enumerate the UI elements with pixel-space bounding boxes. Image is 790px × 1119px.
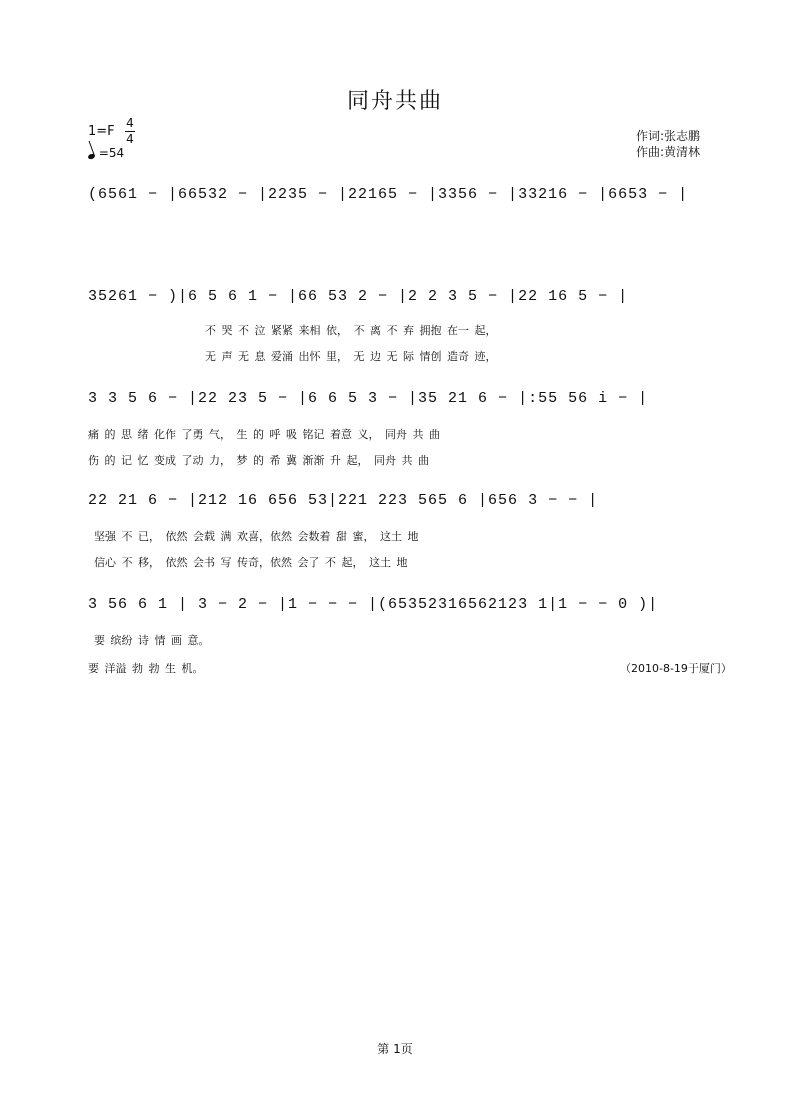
lyric-line-2b: 无 声 无 息 爱涌 出怀 里， 无 边 无 际 情创 造奇 迹， — [205, 350, 497, 363]
notation-system-1: (6561 − |66532 − |2235 − |22165 − |3356 − |33216 − |6653 − | — [88, 186, 689, 203]
notation-system-5: 3 56 6 1 | 3 − 2 − |1 − − − |(65352316562123 1|1 − − 0 )| — [88, 596, 659, 613]
quarter-note-icon — [87, 153, 95, 160]
composition-date: （2010-8-19于厦门） — [620, 662, 732, 675]
notation-system-4: 22 21 6 − |212 16 656 53|221 223 565 6 |656 3 − − | — [88, 492, 599, 509]
tempo-value: =54 — [98, 146, 125, 160]
key-signature: 1=F — [88, 124, 115, 139]
song-title: 同舟共曲 — [346, 89, 443, 114]
credits — [636, 128, 700, 160]
time-signature — [124, 116, 136, 147]
tempo-marking — [88, 146, 124, 160]
lyricist-credit: 作词:张志鹏 — [636, 129, 701, 143]
notation-system-2: 35261 − )|6 5 6 1 − |66 53 2 − |2 2 3 5 − |22 16 5 − | — [88, 288, 629, 305]
lyric-line-4a: 坚强 不 已， 依然 会载 满 欢喜，依然 会数着 甜 蜜， 这土 地 — [94, 530, 419, 543]
page-number: 第 1页 — [377, 1042, 413, 1056]
time-signature-top: 4 — [126, 116, 134, 130]
notation-system-3: 3 3 5 6 − |22 23 5 − |6 6 5 3 − |35 21 6 − |:55 56 i − | — [88, 390, 649, 407]
lyric-line-3a: 痛 的 思 绪 化作 了勇 气， 生 的 呼 吸 铭记 着意 义， 同舟 共 曲 — [88, 428, 440, 441]
lyric-line-5a: 要 缤纷 诗 情 画 意。 — [94, 634, 210, 647]
lyric-line-2a: 不 哭 不 泣 紧紧 来相 依， 不 离 不 弃 拥抱 在一 起， — [205, 324, 497, 337]
composer-credit: 作曲:黄清林 — [636, 145, 701, 159]
lyric-line-5b: 要 洋溢 勃 勃 生 机。 — [88, 662, 204, 675]
lyric-line-3b: 伤 的 记 忆 变成 了动 力， 梦 的 希 冀 渐渐 升 起， 同舟 共 曲 — [88, 454, 429, 467]
time-signature-bottom: 4 — [126, 132, 134, 146]
lyric-line-4b: 信心 不 移， 依然 会书 写 传奇，依然 会了 不 起， 这土 地 — [94, 556, 408, 569]
